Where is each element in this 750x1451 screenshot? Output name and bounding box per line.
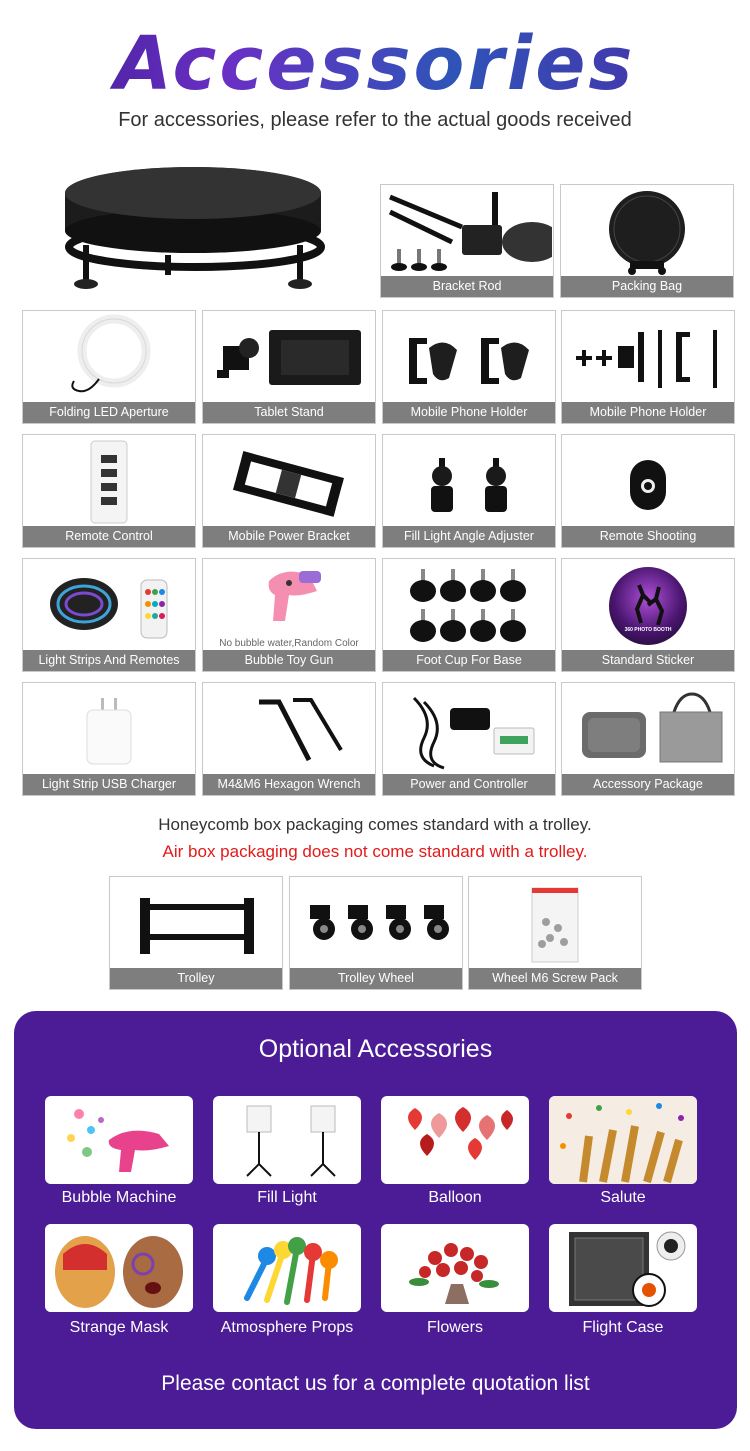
accessory-label: Light Strips And Remotes bbox=[23, 650, 195, 671]
optional-label: Atmosphere Props bbox=[220, 1319, 354, 1336]
page-subtitle: For accessories, please refer to the actual goods received bbox=[118, 109, 632, 131]
screw-pack-icon bbox=[469, 877, 641, 970]
accessory-label: Mobile Power Bracket bbox=[203, 526, 375, 547]
accessory-label: Bracket Rod bbox=[381, 276, 553, 297]
accessory-card-phone-holder-2 bbox=[561, 310, 735, 424]
accessory-label: Accessory Package bbox=[562, 774, 734, 795]
phone-clamp-icon bbox=[383, 311, 555, 404]
balloon-icon bbox=[381, 1096, 529, 1184]
accessory-card-standard-sticker bbox=[561, 558, 735, 672]
accessory-bag-icon bbox=[562, 683, 734, 776]
optional-label: Strange Mask bbox=[69, 1319, 169, 1336]
accessory-label: Fill Light Angle Adjuster bbox=[383, 526, 555, 547]
accessory-label: Power and Controller bbox=[383, 774, 555, 795]
accessory-card-phone-holder-1 bbox=[382, 310, 556, 424]
packaging-note: Honeycomb box packaging comes standard with a trolley. bbox=[158, 815, 592, 834]
trolley-card bbox=[109, 876, 283, 990]
page-title: Accessories bbox=[0, 22, 750, 106]
accessory-card-power-bracket bbox=[202, 434, 376, 548]
accessory-card-remote-control bbox=[22, 434, 196, 548]
packaging-warning: Air box packaging does not come standard with a trolley. bbox=[162, 842, 588, 861]
optional-label: Flowers bbox=[426, 1319, 483, 1336]
accessory-card-angle-adjuster bbox=[382, 434, 556, 548]
flight-case-icon bbox=[549, 1224, 697, 1312]
accessory-card-bracket-rod bbox=[380, 184, 554, 298]
trolley-label: Trolley bbox=[110, 968, 282, 989]
accessory-card-light-strips bbox=[22, 558, 196, 672]
power-adapter-icon bbox=[383, 683, 555, 776]
screw-pack-card bbox=[468, 876, 642, 990]
accessory-card-led-aperture bbox=[22, 310, 196, 424]
softbox-icon bbox=[213, 1096, 361, 1184]
optional-label: Flight Case bbox=[582, 1319, 664, 1336]
foot-cup-icon bbox=[383, 559, 555, 652]
face-paint-icon bbox=[45, 1224, 193, 1312]
accessory-label: Mobile Phone Holder bbox=[383, 402, 555, 423]
ball-head-icon bbox=[383, 435, 555, 528]
accessory-card-bubble-gun bbox=[202, 558, 376, 672]
optional-title: Optional Accessories bbox=[258, 1035, 493, 1063]
usb-charger-icon bbox=[23, 683, 195, 776]
hex-wrench-icon bbox=[203, 683, 375, 776]
quotation-note: Please contact us for a complete quotation list bbox=[161, 1372, 590, 1395]
bubble-gun-icon bbox=[203, 559, 375, 633]
accessory-label: Light Strip USB Charger bbox=[23, 774, 195, 795]
confetti-icon bbox=[549, 1096, 697, 1184]
optional-label: Bubble Machine bbox=[61, 1189, 177, 1206]
led-strip-icon bbox=[23, 559, 195, 652]
trolley-wheel-card bbox=[289, 876, 463, 990]
accessory-label: Remote Shooting bbox=[562, 526, 734, 547]
ring-light-icon bbox=[23, 311, 195, 404]
wheel-icon bbox=[290, 877, 462, 970]
power-bracket-icon bbox=[203, 435, 375, 528]
flowers-icon bbox=[381, 1224, 529, 1312]
accessory-card-power-controller bbox=[382, 682, 556, 796]
accessory-card-foot-cup bbox=[382, 558, 556, 672]
optional-label: Balloon bbox=[428, 1189, 482, 1206]
remote-control-icon bbox=[23, 435, 195, 528]
accessory-card-hex-wrench bbox=[202, 682, 376, 796]
accessory-card-tablet-stand bbox=[202, 310, 376, 424]
accessory-label: Remote Control bbox=[23, 526, 195, 547]
accessory-label: Bubble Toy Gun bbox=[203, 650, 375, 671]
remote-shutter-icon bbox=[562, 435, 734, 528]
hand-clapper-icon bbox=[213, 1224, 361, 1312]
optional-label: Salute bbox=[600, 1189, 646, 1206]
accessory-label: Foot Cup For Base bbox=[383, 650, 555, 671]
bracket-rod-icon bbox=[381, 185, 553, 278]
accessory-card-usb-charger bbox=[22, 682, 196, 796]
packing-bag-icon bbox=[561, 185, 733, 278]
phone-holder-parts-icon bbox=[562, 311, 734, 404]
accessory-label: M4&M6 Hexagon Wrench bbox=[203, 774, 375, 795]
trolley-label: Wheel M6 Screw Pack bbox=[469, 968, 641, 989]
sticker-icon bbox=[562, 559, 734, 652]
accessory-card-remote-shooting bbox=[561, 434, 735, 548]
trolley-icon bbox=[110, 877, 282, 970]
turntable-base-image bbox=[55, 165, 345, 300]
bubble-machine-icon bbox=[45, 1096, 193, 1184]
bubble-gun-note: No bubble water,Random Color bbox=[219, 638, 359, 649]
accessory-card-packing-bag bbox=[560, 184, 734, 298]
sticker-text: 360 PHOTO BOOTH bbox=[624, 626, 672, 633]
accessory-card-accessory-package bbox=[561, 682, 735, 796]
accessory-label: Mobile Phone Holder bbox=[562, 402, 734, 423]
accessory-label: Tablet Stand bbox=[203, 402, 375, 423]
optional-label: Fill Light bbox=[257, 1189, 317, 1206]
accessory-label: Packing Bag bbox=[561, 276, 733, 297]
tablet-stand-icon bbox=[203, 311, 375, 404]
optional-accessories-panel bbox=[14, 1011, 737, 1429]
accessory-label: Standard Sticker bbox=[562, 650, 734, 671]
trolley-label: Trolley Wheel bbox=[290, 968, 462, 989]
accessory-label: Folding LED Aperture bbox=[23, 402, 195, 423]
